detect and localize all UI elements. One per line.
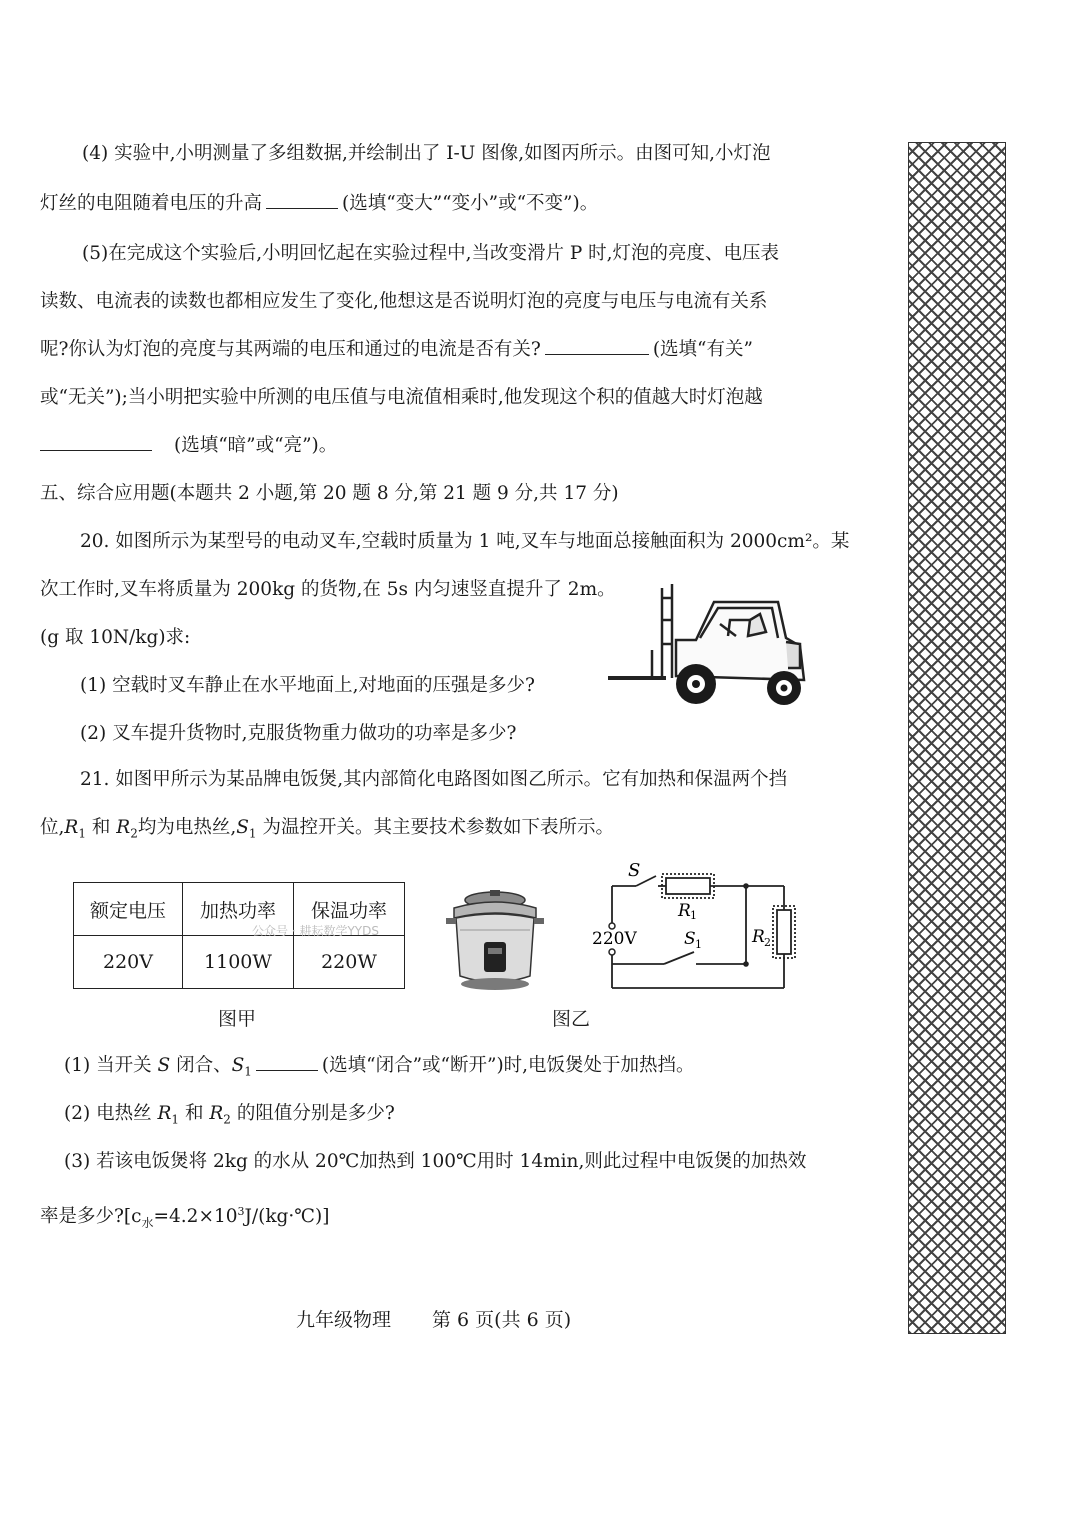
watermark: 公众号 · 耕耘数学YYDS (252, 924, 379, 938)
symbol-r1-sub: 1 (78, 826, 86, 841)
q21-line2-mid: 均为电热丝, (137, 817, 237, 838)
spec-header-warming-power: 保温功率 (294, 883, 405, 936)
symbol-r1: R (64, 817, 79, 838)
symbol-r1-b-sub: 1 (171, 1112, 180, 1127)
specific-heat-exponent: 3 (237, 1205, 245, 1218)
q19-part5-options: (选填“有关” (652, 339, 753, 360)
q21-sub2-mid: 和 (184, 1103, 204, 1124)
q19-part4-line2 (40, 190, 598, 218)
rice-cooker-illustration (440, 888, 550, 994)
q19-part5-line5 (40, 432, 337, 460)
q20-sub1: (1) 空载时叉车静止在水平地面上,对地面的压强是多少? (80, 675, 535, 696)
symbol-r2: R (116, 817, 131, 838)
q20-line1: 20. 如图所示为某型号的电动叉车,空载时质量为 1 吨,叉车与地面总接触面积为 2000cm²。某 (80, 531, 850, 552)
symbol-r2-sub: 2 (130, 826, 138, 841)
circuit-diagram (588, 856, 808, 996)
q19-part5-line4: 或“无关”);当小明把实验中所测的电压值与电流值相乘时,他发现这个积的值越大时灯泡越 (40, 387, 763, 408)
figure-caption-jia: 图甲 (218, 1008, 257, 1030)
specific-heat-unit: J/(kg·℃)] (244, 1206, 330, 1228)
circuit-label-voltage: 220V (592, 929, 637, 949)
symbol-s: S (157, 1055, 171, 1076)
spec-header-voltage: 额定电压 (74, 883, 183, 936)
circuit-label-s1: S (684, 929, 696, 949)
q21-line2 (40, 814, 614, 848)
circuit-label-r2-sub: 2 (764, 936, 771, 949)
q21-sub1-mid: 闭合、 (176, 1055, 232, 1076)
symbol-s1-b-sub: 1 (244, 1064, 252, 1079)
circuit-label-s1-sub: 1 (695, 938, 702, 951)
q19-part5-line3 (40, 336, 753, 364)
q21-sub1 (64, 1052, 695, 1086)
symbol-s1-b: S (231, 1055, 245, 1076)
q19-part4-options: (选填“变大”“变小”或“不变”)。 (342, 193, 599, 214)
specific-heat-value: =4.2×10 (153, 1206, 238, 1228)
symbol-s1: S (236, 817, 249, 838)
q19-part5-question: 呢?你认为灯泡的亮度与其两端的电压和通过的电流是否有关? (40, 339, 541, 360)
symbol-r2-b-sub: 2 (223, 1112, 231, 1127)
forklift-illustration (600, 580, 830, 710)
spec-value-heating-power: 1100W (183, 936, 294, 989)
binding-border-pattern (908, 142, 1006, 1334)
spec-table-value-row (74, 936, 405, 989)
q21-sub3-cont-pre: 率是多少?[c (40, 1206, 142, 1228)
answer-blank-brightness[interactable] (40, 432, 152, 451)
q19-part5-line1: (5)在完成这个实验后,小明回忆起在实验过程中,当改变滑片 P 时,灯泡的亮度、电压表 (82, 243, 780, 264)
q21-sub2-pre: (2) 电热丝 (64, 1103, 152, 1124)
symbol-r2-b: R (209, 1103, 224, 1124)
q21-sub3-cont (40, 1198, 329, 1237)
footer-page-number: 第 6 页(共 6 页) (432, 1309, 572, 1331)
answer-blank-switch[interactable] (256, 1052, 318, 1071)
q21-line1: 21. 如图甲所示为某品牌电饭煲,其内部简化电路图如图乙所示。它有加热和保温两个挡 (80, 769, 788, 790)
circuit-label-r1-sub: 1 (690, 909, 697, 922)
q21-sub2 (64, 1100, 395, 1134)
figure-caption-yi: 图乙 (552, 1008, 591, 1030)
circuit-label-r1: R (678, 901, 691, 921)
q20-line2: 次工作时,叉车将质量为 200kg 的货物,在 5s 内匀速竖直提升了 2m。 (40, 579, 616, 600)
answer-blank-related[interactable] (545, 336, 649, 355)
water-subscript: 水 (141, 1215, 154, 1230)
q21-sub2-post: 的阻值分别是多少? (236, 1103, 395, 1124)
spec-value-warming-power: 220W (294, 936, 405, 989)
q21-line2-and: 和 (91, 817, 111, 838)
circuit-label-r2: R (752, 927, 765, 947)
q21-sub1-pre: (1) 当开关 (64, 1055, 152, 1076)
q21-sub3: (3) 若该电饭煲将 2kg 的水从 20℃加热到 100℃用时 14min,则此过程中电饭煲的加热效 (64, 1151, 807, 1172)
q20-sub2: (2) 叉车提升货物时,克服货物重力做功的功率是多少? (80, 723, 517, 744)
q19-part4-line1: (4) 实验中,小明测量了多组数据,并绘制出了 I-U 图像,如图丙所示。由图可知,小灯泡 (82, 143, 771, 164)
circuit-label-s: S (628, 860, 641, 881)
q19-part5-options-2: (选填“暗”或“亮”)。 (174, 435, 338, 456)
q21-line2-post: 为温控开关。其主要技术参数如下表所示。 (262, 817, 614, 838)
section5-heading: 五、综合应用题(本题共 2 小题,第 20 题 8 分,第 21 题 9 分,共 17 分) (40, 483, 619, 504)
footer-subject: 九年级物理 (296, 1309, 392, 1331)
symbol-s1-sub: 1 (248, 826, 257, 841)
q19-part4-text: 灯丝的电阻随着电压的升高 (40, 193, 263, 214)
q21-line2-pre: 位, (40, 817, 65, 838)
symbol-r1-b: R (157, 1103, 172, 1124)
spec-header-heating-power: 加热功率 (183, 883, 294, 936)
spec-value-voltage: 220V (74, 936, 183, 989)
q20-line3: (g 取 10N/kg)求: (40, 627, 191, 648)
answer-blank-resistance[interactable] (266, 190, 338, 209)
q21-sub1-post: (选填“闭合”或“断开”)时,电饭煲处于加热挡。 (321, 1055, 695, 1076)
q19-part5-line2: 读数、电流表的读数也都相应发生了变化,他想这是否说明灯泡的亮度与电压与电流有关系 (40, 291, 768, 312)
